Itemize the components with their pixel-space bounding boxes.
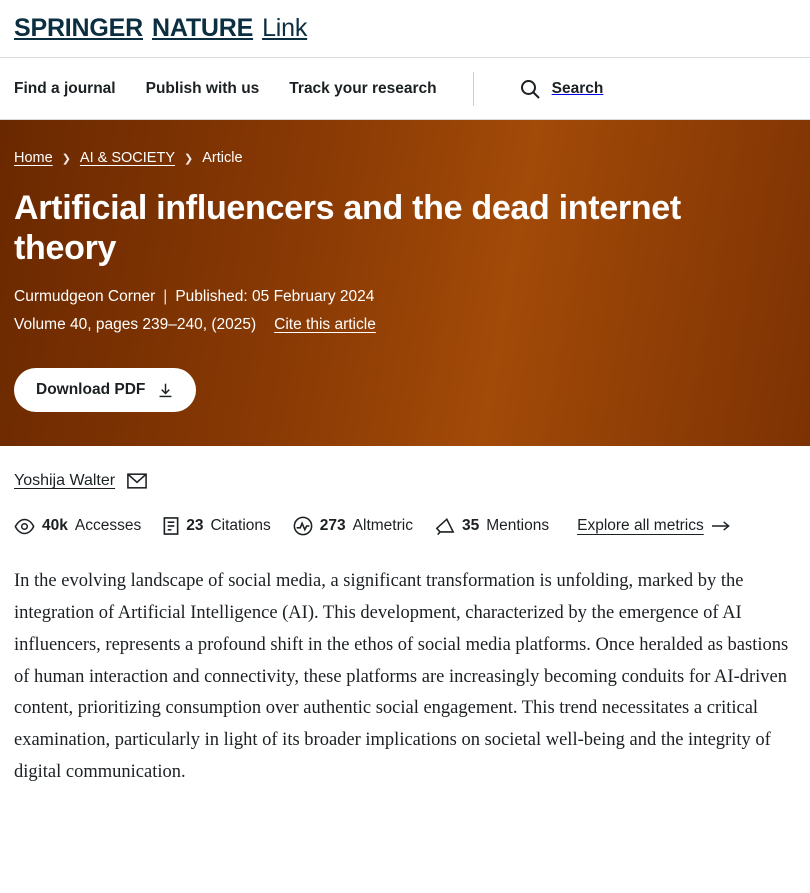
nav-divider xyxy=(473,72,474,106)
article-hero xyxy=(0,120,810,446)
nav-item-publish-with-us[interactable]: Publish with us xyxy=(145,79,260,97)
arrow-right-icon xyxy=(712,520,730,532)
brand-bar xyxy=(0,0,810,58)
breadcrumb-item-article: Article xyxy=(202,150,243,166)
logo-word-springer: SPRINGER xyxy=(14,14,143,42)
article-volume-row xyxy=(14,316,796,334)
download-icon xyxy=(157,382,174,399)
quote-icon xyxy=(163,517,179,535)
metric-mentions xyxy=(435,517,549,536)
author-row xyxy=(14,472,796,490)
search-button[interactable] xyxy=(518,77,604,101)
nav-item-find-a-journal[interactable]: Find a journal xyxy=(14,79,116,97)
chevron-right-icon: ❯ xyxy=(61,152,71,165)
cite-this-article-link[interactable]: Cite this article xyxy=(274,316,376,334)
logo-word-nature: NATURE xyxy=(151,14,254,42)
metric-citations xyxy=(163,517,271,535)
article-meta xyxy=(14,288,796,306)
chevron-right-icon: ❯ xyxy=(184,152,194,165)
metric-value: 40k xyxy=(42,517,68,535)
metric-label: Mentions xyxy=(486,517,550,535)
metric-value: 273 xyxy=(319,517,346,535)
metric-label: Accesses xyxy=(74,517,142,535)
altmetric-icon xyxy=(293,516,313,536)
envelope-icon[interactable] xyxy=(127,473,147,489)
metrics-row xyxy=(14,516,796,536)
meta-separator: | xyxy=(163,288,168,306)
megaphone-icon xyxy=(435,517,455,536)
volume-pages: Volume 40, pages 239–240, (2025) xyxy=(14,316,257,334)
search-icon xyxy=(518,77,542,101)
article-content xyxy=(0,446,810,799)
page-title: Artificial influencers and the dead internet theory xyxy=(14,189,681,268)
publication-date: Published: 05 February 2024 xyxy=(175,288,375,306)
nav-item-track-your-research[interactable]: Track your research xyxy=(289,79,437,97)
metric-label: Altmetric xyxy=(352,517,413,535)
download-pdf-button[interactable] xyxy=(14,368,196,412)
metric-accesses xyxy=(14,517,141,535)
author-link[interactable]: Yoshija Walter xyxy=(14,472,116,490)
breadcrumb-item-journal[interactable]: AI & SOCIETY xyxy=(79,150,175,166)
breadcrumb xyxy=(14,150,796,166)
logo-word-link: Link xyxy=(262,14,308,42)
main-navigation xyxy=(0,58,810,120)
metric-altmetric xyxy=(293,516,413,536)
explore-all-metrics-label: Explore all metrics xyxy=(577,517,704,535)
abstract-text: In the evolving landscape of social media, a significant transformation is unfolding, marked by the integration of Artificial Intelligence (AI). This development, characterized by the emergence of AI influencers, represents a profound shift in the ethos of social media platforms. Once heralded as bastions of human interaction and connectivity, these platforms are increasingly becoming conduits for AI-driven content, prioritizing consumption over authentic social engagement. This trend necessitates a critical examination, particularly in light of its broader implications on societal well-being and the integrity of digital communication. xyxy=(14,571,789,783)
download-pdf-label: Download PDF xyxy=(36,381,146,399)
search-label: Search xyxy=(551,79,604,97)
explore-all-metrics-link[interactable] xyxy=(577,517,730,535)
breadcrumb-item-home[interactable]: Home xyxy=(14,150,53,166)
eye-icon xyxy=(14,518,35,535)
metric-label: Citations xyxy=(210,517,271,535)
article-type: Curmudgeon Corner xyxy=(14,288,156,306)
springer-nature-link-logo[interactable] xyxy=(14,14,307,43)
metric-value: 35 xyxy=(461,517,480,535)
metric-value: 23 xyxy=(186,517,204,535)
